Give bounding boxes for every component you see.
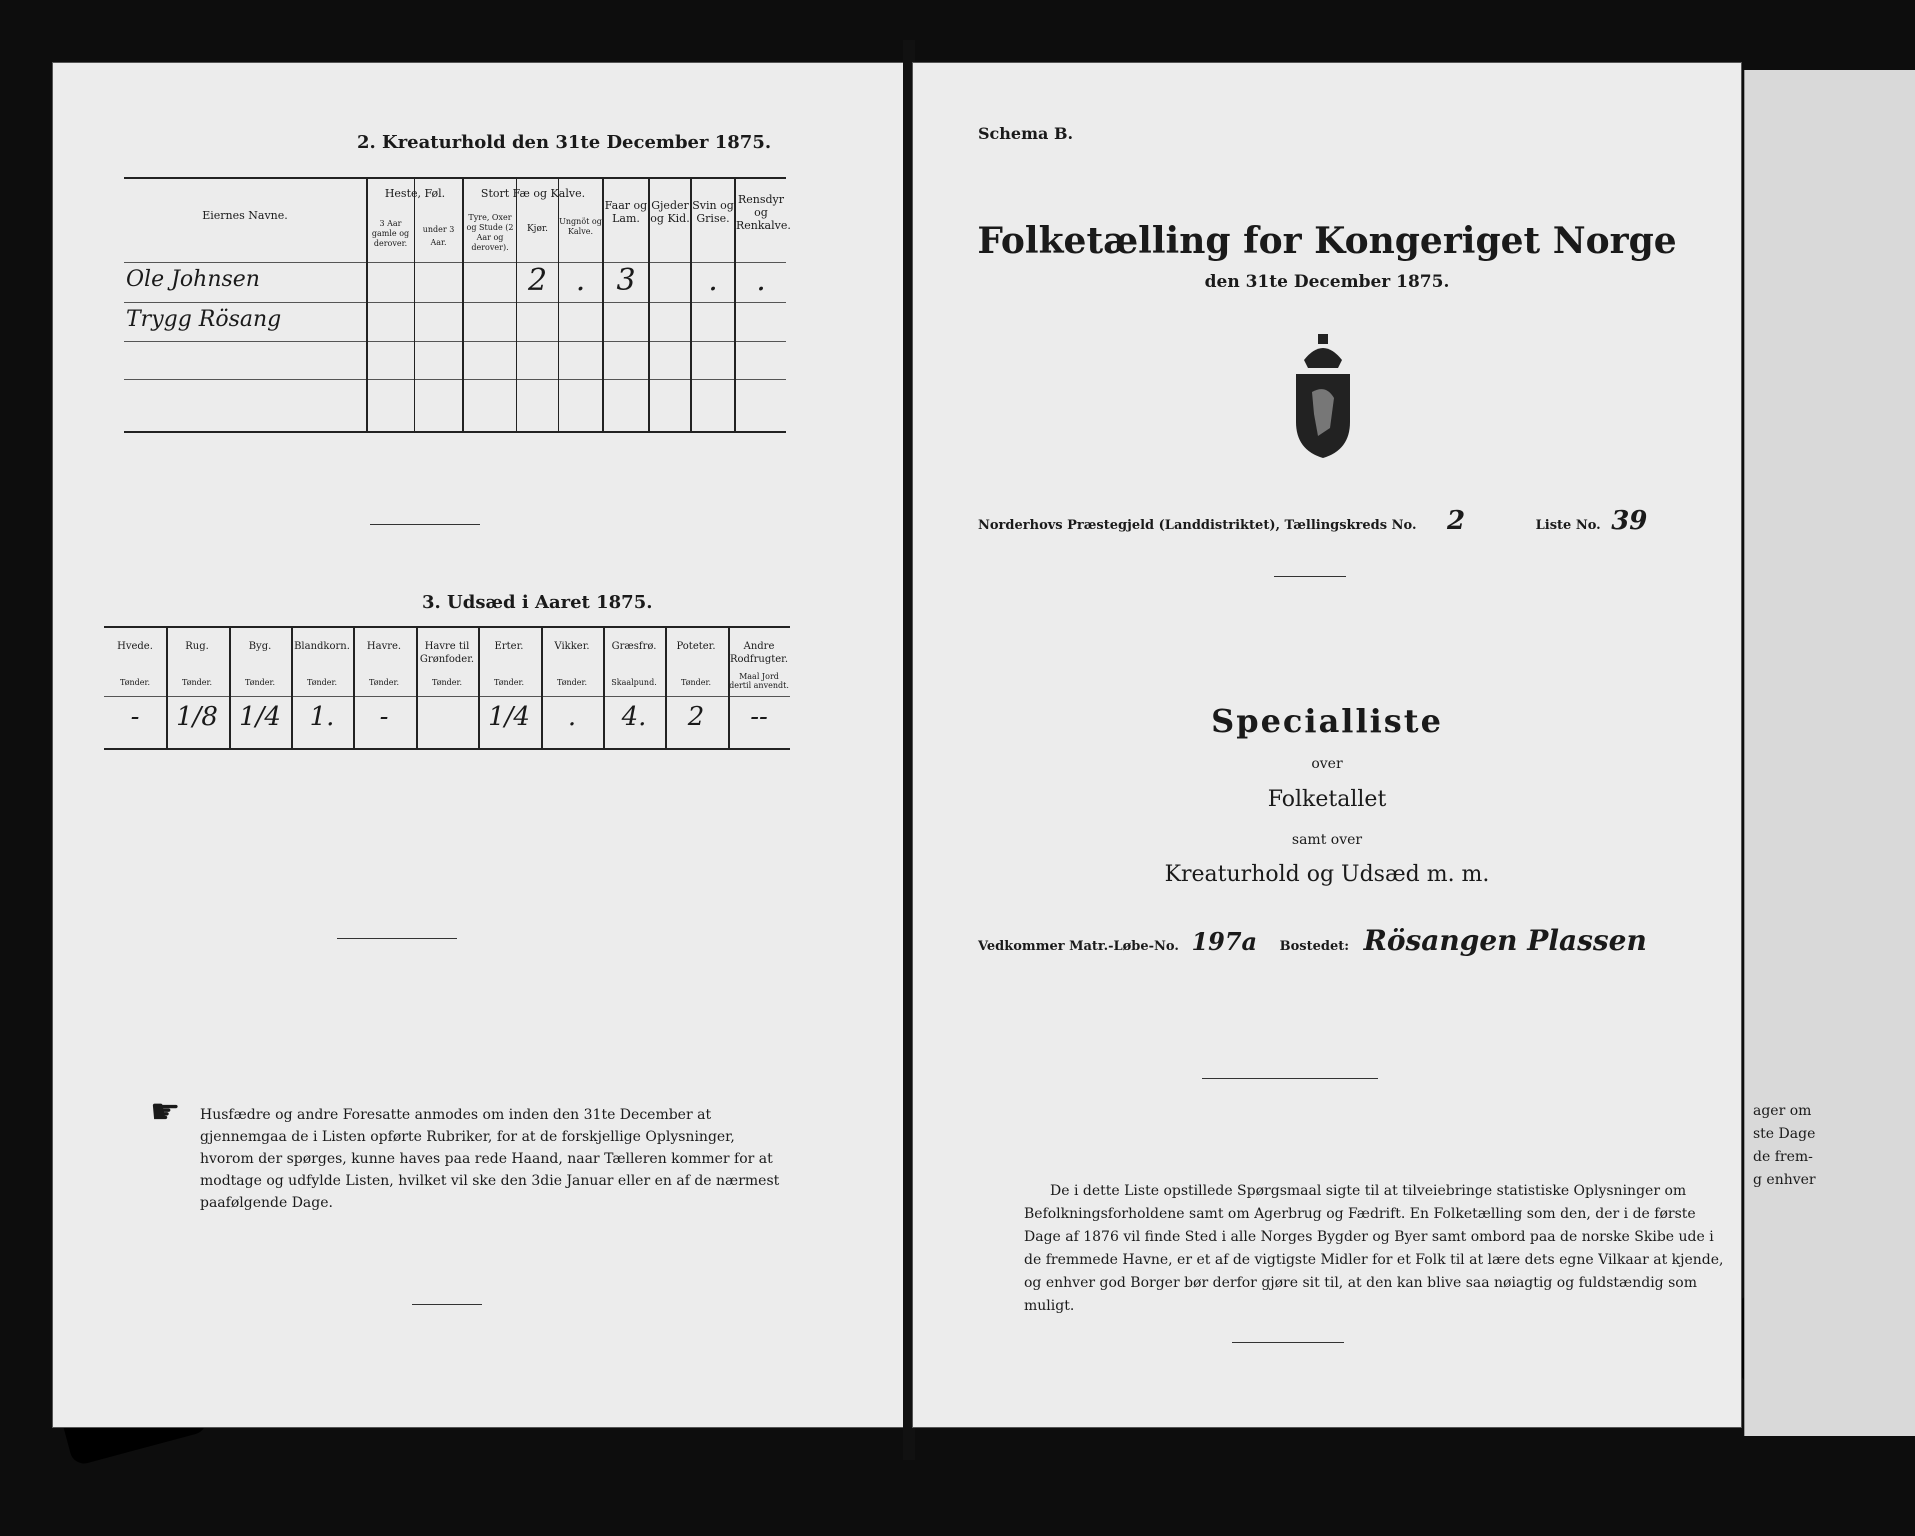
district-label: Norderhovs Præstegjeld (Landdistriktet), Tællingskreds No. bbox=[978, 518, 1417, 533]
sowing-header-unit: Tønder. bbox=[119, 678, 151, 687]
sowing-header-unit: Tønder. bbox=[556, 678, 588, 687]
sowing-value: . bbox=[567, 702, 577, 732]
sowing-header-unit: Tønder. bbox=[493, 678, 525, 687]
sowing-header-unit: Tønder. bbox=[680, 678, 712, 687]
svin-value: . bbox=[708, 263, 718, 298]
sowing-value: -- bbox=[750, 702, 768, 732]
owner-name-2: Trygg Rösang bbox=[126, 307, 282, 332]
sowing-header-unit: Skaalpund. bbox=[611, 678, 657, 687]
liste-no: 39 bbox=[1611, 506, 1648, 536]
col-svin: Svin og Grise. bbox=[692, 199, 734, 225]
kreaturhold-heading: Kreaturhold og Udsæd m. m. bbox=[1164, 862, 1490, 887]
livestock-table bbox=[124, 177, 791, 433]
sowing-header-crop: Blandkorn. bbox=[294, 641, 350, 652]
sowing-header-crop: Andre Rodfrugter. bbox=[729, 641, 789, 665]
sowing-value: - bbox=[379, 702, 389, 732]
schema-label: Schema B. bbox=[978, 124, 1074, 143]
sowing-value: 1/4 bbox=[239, 702, 281, 732]
edge-text: ager om ste Dage de frem- g enhver bbox=[1753, 1103, 1816, 1188]
bostedet-value: Rösangen Plassen bbox=[1363, 924, 1647, 957]
ungnot-value: . bbox=[575, 263, 586, 298]
kreds-no: 2 bbox=[1447, 506, 1466, 536]
main-subtitle: den 31te December 1875. bbox=[1204, 272, 1450, 292]
main-title: Folketælling for Kongeriget Norge bbox=[977, 220, 1677, 262]
sowing-header-unit: Tønder. bbox=[181, 678, 213, 687]
divider-3 bbox=[412, 1304, 482, 1305]
pointing-hand-icon: ☛ bbox=[150, 1092, 181, 1132]
matr-line bbox=[978, 924, 1718, 957]
sowing-value: - bbox=[130, 702, 140, 732]
over-1: over bbox=[1311, 756, 1343, 772]
faar-value: 3 bbox=[616, 263, 636, 298]
sowing-value: 1/8 bbox=[176, 702, 218, 732]
col-gjeder: Gjeder og Kid. bbox=[650, 199, 690, 225]
sowing-header-crop: Vikker. bbox=[554, 641, 590, 652]
section2-title: 2. Kreaturhold den 31te December 1875. bbox=[357, 132, 772, 153]
divider-right-2 bbox=[1202, 1078, 1378, 1079]
col-stort-c: Ungnöt og Kalve. bbox=[559, 217, 602, 236]
liste-label: Liste No. bbox=[1535, 518, 1601, 533]
sowing-header-unit: Tønder. bbox=[431, 678, 463, 687]
sowing-header-crop: Erter. bbox=[494, 641, 524, 652]
notice-text: Husfædre og andre Foresatte anmodes om inden den 31te December at gjennemgaa de i Listen opførte Rubriker, for at de forskjellige Oplysninger, hvorom der spørges, kunne haves paa rede Haand, naar Tælleren kommer for at modtage og udfylde Listen, hvilket vil ske den 3die Januar eller en af de nærmest paafølgende Dage. bbox=[200, 1107, 780, 1211]
sowing-value: 1/4 bbox=[488, 702, 530, 732]
bostedet-label: Bostedet: bbox=[1279, 939, 1350, 954]
col-heste: Heste, Føl. bbox=[384, 187, 446, 200]
sowing-value: 1. bbox=[309, 702, 335, 732]
col-eiernes-navne: Eiernes Navne. bbox=[202, 209, 288, 222]
col-stort-b: Kjør. bbox=[526, 224, 549, 234]
sowing-header-crop: Poteter. bbox=[676, 641, 716, 652]
owner-name-1: Ole Johnsen bbox=[126, 267, 260, 292]
divider-2 bbox=[337, 938, 457, 939]
samt-over: samt over bbox=[1291, 832, 1363, 848]
right-page bbox=[912, 62, 1742, 1428]
intro-paragraph: De i dette Liste opstillede Spørgsmaal sigte til at tilveiebringe statistiske Oplysninger om Befolkningsforholdene samt om Agerbrug og Fædrift. En Folketælling som den, der i de første Dage af 1876 vil finde Sted i alle Norges Bygder og Byer samt ombord paa de norske Skibe ude i de fremmede Havne, er et af de vigtigste Midler for et Folk til at lære dets egne Vilkaar at kjende, og enhver god Borger bør derfor gjøre sit til, at den kan blive saa nøiagtig og fuldstændig som muligt. bbox=[1024, 1183, 1724, 1314]
sowing-header-unit: Tønder. bbox=[368, 678, 400, 687]
sowing-header-crop: Græsfrø. bbox=[611, 641, 657, 652]
col-heste-a: 3 Aar gamle og derover. bbox=[371, 219, 410, 248]
sowing-value: 4. bbox=[621, 702, 647, 732]
col-faar: Faar og Lam. bbox=[604, 199, 648, 225]
matr-no: 197a bbox=[1191, 927, 1258, 956]
sowing-header-unit: Tønder. bbox=[244, 678, 276, 687]
matr-label: Vedkommer Matr.-Løbe-No. bbox=[978, 939, 1179, 954]
sowing-header-crop: Byg. bbox=[248, 641, 272, 652]
col-heste-b: under 3 Aar. bbox=[422, 225, 455, 247]
divider-right-1 bbox=[1274, 576, 1346, 577]
sowing-header-crop: Rug. bbox=[185, 641, 209, 652]
next-page-edge bbox=[1744, 70, 1915, 1436]
folketallet-heading: Folketallet bbox=[1267, 787, 1387, 812]
sowing-header-unit: Maal Jord dertil anvendt. bbox=[729, 672, 789, 690]
kjor-value: 2 bbox=[527, 263, 548, 298]
col-stort: Stort Fæ og Kalve. bbox=[480, 187, 586, 200]
sowing-header-crop: Havre. bbox=[366, 641, 402, 652]
divider-1 bbox=[370, 524, 480, 525]
sowing-header-crop: Hvede. bbox=[117, 641, 153, 652]
sowing-table bbox=[104, 626, 790, 750]
section3-title: 3. Udsæd i Aaret 1875. bbox=[422, 592, 653, 613]
district-line bbox=[978, 506, 1718, 536]
col-stort-a: Tyre, Oxer og Stude (2 Aar og derover). bbox=[466, 213, 514, 252]
left-page bbox=[52, 62, 910, 1428]
divider-right-3 bbox=[1232, 1342, 1344, 1343]
norway-crest-icon bbox=[1274, 332, 1372, 462]
sowing-header-crop: Havre til Grønfoder. bbox=[419, 641, 475, 665]
sowing-header-unit: Tønder. bbox=[306, 678, 338, 687]
specialliste-heading: Specialliste bbox=[1211, 702, 1443, 740]
rensdyr-value: . bbox=[756, 263, 766, 298]
col-rensdyr: Rensdyr og Renkalve. bbox=[736, 193, 791, 232]
sowing-value: 2 bbox=[687, 702, 705, 732]
